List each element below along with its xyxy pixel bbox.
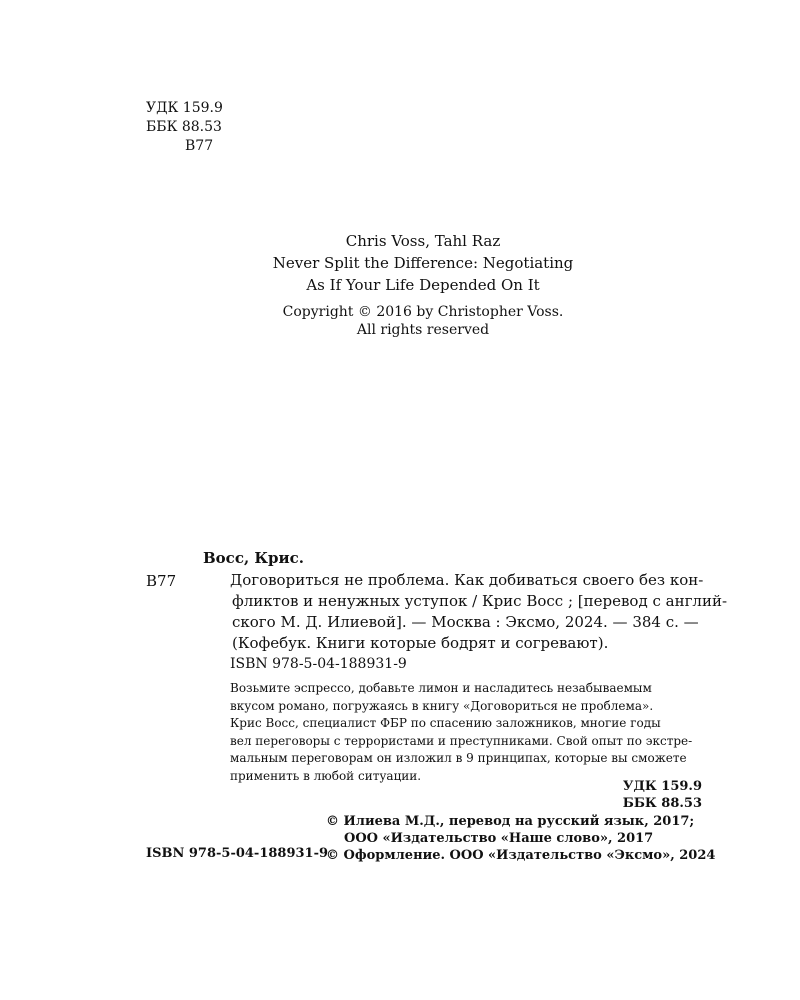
annotation-line: вкусом романо, погружаясь в книгу «Договориться не проблема». [230, 698, 654, 713]
description-line: Договориться не проблема. Как добиваться своего без кон- [230, 571, 704, 589]
catalog-author-heading: Восс, Крис. [203, 549, 305, 567]
bottom-isbn: ISBN 978-5-04-188931-9 [146, 846, 329, 861]
original-authors: Chris Voss, Tahl Raz [345, 232, 501, 250]
author-mark: В77 [185, 138, 214, 154]
copyright-publisher: ООО «Издательство «Наше слово», 2017 [344, 831, 654, 846]
annotation-line: Возьмите эспрессо, добавьте лимон и насладитесь незабываемым [230, 681, 652, 695]
annotation-line: вел переговоры с террористами и преступниками. Свой опыт по экстре- [230, 733, 693, 748]
annotation [230, 680, 702, 785]
udk-code: УДК 159.9 [146, 100, 223, 116]
copyright-line-2: All rights reserved [356, 322, 490, 338]
classification-codes-bottom [560, 778, 702, 812]
udk-code-bottom: УДК 159.9 [622, 779, 702, 794]
original-title-line-2: As If Your Life Depended On It [306, 276, 540, 294]
annotation-line: Крис Восс, специалист ФБР по спасению заложников, многие годы [230, 716, 661, 730]
description-line: фликтов и ненужных уступок / Крис Восс ; [перевод с англий- [232, 592, 728, 610]
copyright-translation: © Илиева М.Д., перевод на русский язык, 2017; [326, 814, 695, 829]
description-line: (Кофебук. Книги которые бодрят и согревают). [232, 634, 609, 652]
description-line: ского М. Д. Илиевой]. — Москва : Эксмо, 2024. — 384 с. — [232, 613, 699, 631]
catalog-author-mark: В77 [146, 572, 177, 590]
original-title-line-1: Never Split the Difference: Negotiating [272, 254, 574, 272]
copyright-line-1: Copyright © 2016 by Christopher Voss. [282, 304, 564, 320]
bbk-code-bottom: ББК 88.53 [622, 796, 702, 811]
original-edition-block [200, 230, 646, 296]
catalog-description [230, 570, 728, 654]
copyright-design: © Оформление. ООО «Издательство «Эксмо», 2024 [326, 848, 716, 863]
annotation-line: применить в любой ситуации. [230, 768, 422, 783]
original-copyright-block [200, 303, 646, 339]
annotation-line: мальным переговорам он изложил в 9 принципах, которые вы сможете [230, 751, 687, 765]
bbk-code: ББК 88.53 [146, 119, 222, 135]
copyrights-block [326, 813, 715, 864]
catalog-isbn: ISBN 978-5-04-188931-9 [230, 656, 407, 672]
classification-codes-top [146, 99, 223, 156]
